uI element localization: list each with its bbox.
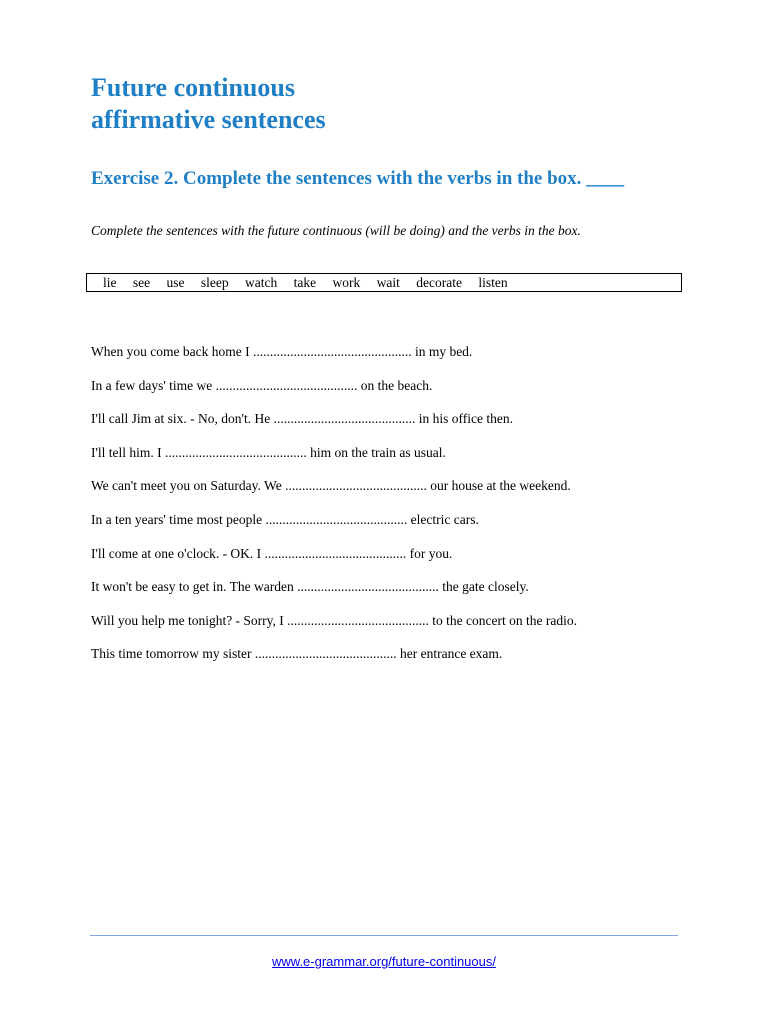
verb-item: work <box>332 275 361 290</box>
exercise-sentence: In a ten years' time most people .......................................... electric cars. <box>91 511 479 527</box>
exercise-sentence: It won't be easy to get in. The warden .......................................... the gate closely. <box>91 579 529 595</box>
exercise-sentence-list <box>91 342 577 678</box>
exercise-sentence: In a few days' time we .......................................... on the beach. <box>91 377 433 393</box>
verb-box <box>86 273 682 292</box>
exercise-sentence: I'll call Jim at six. - No, don't. He .......................................... in his office then. <box>91 411 513 427</box>
verb-item: sleep <box>200 275 229 290</box>
exercise-sentence: We can't meet you on Saturday. We .......................................... our house at the weekend. <box>91 478 571 494</box>
page-title-line-2: affirmative sentences <box>91 105 326 134</box>
verb-item: listen <box>478 275 508 290</box>
footer-divider <box>90 935 678 936</box>
exercise-heading: Exercise 2. Complete the sentences with the verbs in the box. ____ <box>91 168 625 189</box>
footer-website-link[interactable]: www.e-grammar.org/future-continuous/ <box>272 954 496 969</box>
verb-item: use <box>166 275 185 290</box>
verb-item: lie <box>103 275 117 290</box>
exercise-sentence: I'll tell him. I .......................................... him on the train as usual. <box>91 444 446 460</box>
exercise-sentence: I'll come at one o'clock. - OK. I .......................................... for you. <box>91 545 453 561</box>
exercise-sentence: Will you help me tonight? - Sorry, I .......................................... to the concert on the radio. <box>91 612 577 628</box>
verb-item: watch <box>245 275 278 290</box>
exercise-instructions: Complete the sentences with the future continuous (will be doing) and the verbs in the box. <box>91 223 581 238</box>
page-title <box>91 72 326 136</box>
verb-item: take <box>293 275 317 290</box>
exercise-sentence: This time tomorrow my sister .......................................... her entrance exam. <box>91 646 503 662</box>
page-title-line-1: Future continuous <box>91 73 295 102</box>
exercise-sentence: When you come back home I ............................................... in my bed. <box>91 344 473 359</box>
verb-item: wait <box>376 275 400 290</box>
verb-item: decorate <box>416 275 462 290</box>
verb-item: see <box>132 275 151 290</box>
